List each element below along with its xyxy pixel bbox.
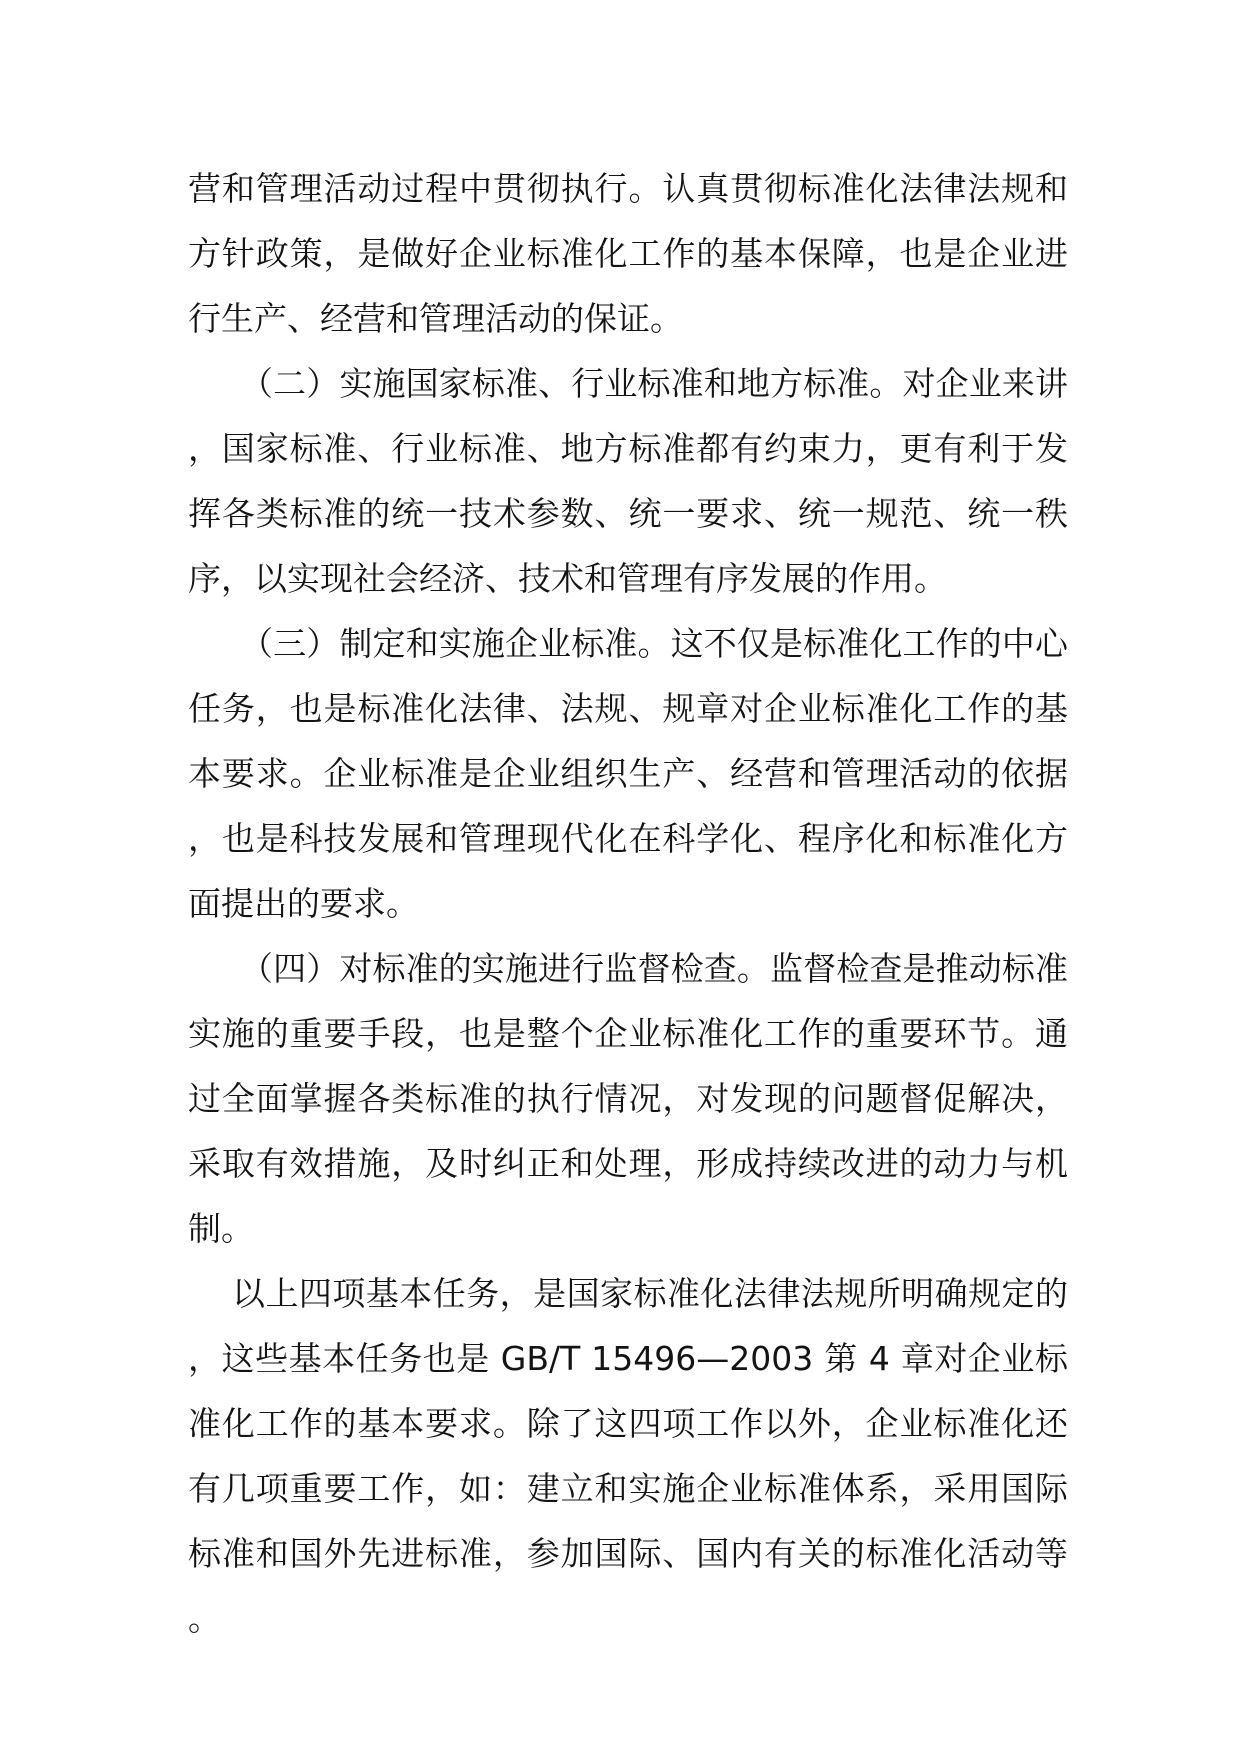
paragraph-summary: 以上四项基本任务，是国家标准化法律法规所明确规定的，这些基本任务也是 GB/T 15496—2003 第 4 章对企业标准化工作的基本要求。除了这四项工作以外，企业标准化还有几项重要工作，如：建立和实施企业标准体系，采用国际标准和国外先进标准，参加国际、国内有关的标准化活动等。 (188, 1274, 1068, 1638)
paragraph-item-4: （四）对标准的实施进行监督检查。监督检查是推动标准实施的重要手段，也是整个企业标准化工作的重要环节。通过全面掌握各类标准的执行情况，对发现的问题督促解决，采取有效措施，及时纠正和处理，形成持续改进的动力与机制。 (188, 949, 1068, 1248)
paragraph-continuation: 营和管理活动过程中贯彻执行。认真贯彻标准化法律法规和方针政策，是做好企业标准化工作的基本保障，也是企业进行生产、经营和管理活动的保证。 (188, 169, 1068, 338)
paragraph-item-3: （三）制定和实施企业标准。这不仅是标准化工作的中心任务，也是标准化法律、法规、规章对企业标准化工作的基本要求。企业标准是企业组织生产、经营和管理活动的依据，也是科技发展和管理现代化在科学化、程序化和标准化方面提出的要求。 (188, 624, 1068, 923)
document-body (188, 156, 1068, 1651)
paragraph-item-2: （二）实施国家标准、行业标准和地方标准。对企业来讲，国家标准、行业标准、地方标准都有约束力，更有利于发挥各类标准的统一技术参数、统一要求、统一规范、统一秩序，以实现社会经济、技术和管理有序发展的作用。 (188, 364, 1068, 598)
